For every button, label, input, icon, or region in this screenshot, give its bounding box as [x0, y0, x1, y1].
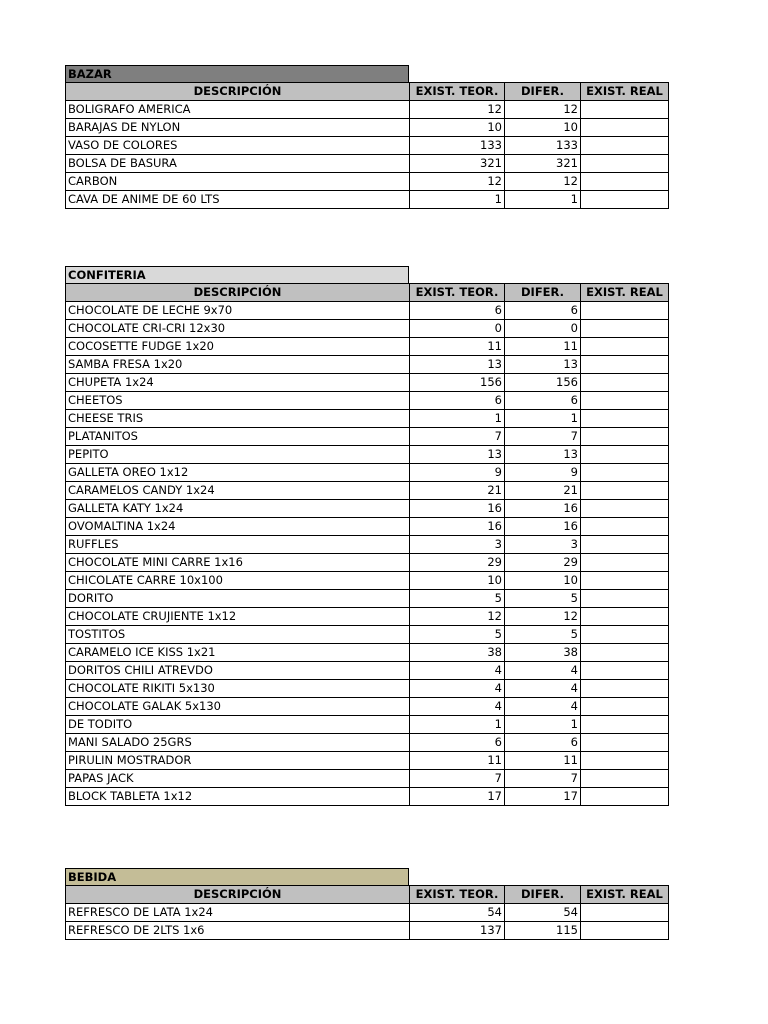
cell-exist-real: [581, 626, 669, 644]
cell-difer: 16: [505, 500, 581, 518]
table-row: [66, 734, 669, 752]
cell-exist-real: [581, 101, 669, 119]
inventory-table: [65, 283, 669, 806]
cell-difer: 133: [505, 137, 581, 155]
cell-descripcion: GALLETA KATY 1x24: [66, 500, 410, 518]
table-row: [66, 374, 669, 392]
column-header-exist-real: EXIST. REAL: [581, 83, 669, 101]
cell-difer: 9: [505, 464, 581, 482]
table-body: [66, 886, 669, 940]
table-row: [66, 482, 669, 500]
section-confiteria: [65, 266, 669, 806]
cell-exist-teor: 6: [410, 302, 505, 320]
cell-descripcion: COCOSETTE FUDGE 1x20: [66, 338, 410, 356]
table-row: [66, 446, 669, 464]
cell-descripcion: BOLSA DE BASURA: [66, 155, 410, 173]
cell-exist-teor: 1: [410, 410, 505, 428]
table-row: [66, 788, 669, 806]
cell-descripcion: SAMBA FRESA 1x20: [66, 356, 410, 374]
cell-exist-teor: 4: [410, 680, 505, 698]
section-title: CONFITERIA: [65, 266, 409, 283]
inventory-table: [65, 82, 669, 209]
table-row: [66, 752, 669, 770]
column-header-exist-teor: EXIST. TEOR.: [410, 886, 505, 904]
cell-exist-real: [581, 119, 669, 137]
table-row: [66, 922, 669, 940]
cell-exist-real: [581, 392, 669, 410]
cell-descripcion: DE TODITO: [66, 716, 410, 734]
cell-difer: 156: [505, 374, 581, 392]
cell-difer: 7: [505, 428, 581, 446]
cell-descripcion: BOLIGRAFO AMERICA: [66, 101, 410, 119]
table-row: [66, 608, 669, 626]
cell-descripcion: MANI SALADO 25GRS: [66, 734, 410, 752]
cell-exist-real: [581, 734, 669, 752]
cell-exist-teor: 1: [410, 191, 505, 209]
inventory-table: [65, 885, 669, 940]
table-header-row: [66, 83, 669, 101]
cell-difer: 17: [505, 788, 581, 806]
cell-difer: 1: [505, 191, 581, 209]
cell-difer: 38: [505, 644, 581, 662]
cell-exist-real: [581, 680, 669, 698]
cell-exist-teor: 12: [410, 608, 505, 626]
table-row: [66, 392, 669, 410]
cell-descripcion: CHOCOLATE RIKITI 5x130: [66, 680, 410, 698]
cell-exist-real: [581, 446, 669, 464]
cell-descripcion: RUFFLES: [66, 536, 410, 554]
cell-exist-real: [581, 302, 669, 320]
cell-exist-teor: 11: [410, 752, 505, 770]
cell-descripcion: REFRESCO DE LATA 1x24: [66, 904, 410, 922]
cell-descripcion: BARAJAS DE NYLON: [66, 119, 410, 137]
table-row: [66, 698, 669, 716]
cell-descripcion: BLOCK TABLETA 1x12: [66, 788, 410, 806]
cell-descripcion: DORITOS CHILI ATREVDO: [66, 662, 410, 680]
table-row: [66, 302, 669, 320]
table-row: [66, 155, 669, 173]
table-row: [66, 644, 669, 662]
cell-exist-real: [581, 338, 669, 356]
column-header-descripcion: DESCRIPCIÓN: [66, 83, 410, 101]
cell-difer: 6: [505, 734, 581, 752]
cell-descripcion: CHOCOLATE CRI-CRI 12x30: [66, 320, 410, 338]
column-header-exist-teor: EXIST. TEOR.: [410, 284, 505, 302]
cell-exist-teor: 133: [410, 137, 505, 155]
table-row: [66, 464, 669, 482]
cell-exist-real: [581, 608, 669, 626]
table-row: [66, 191, 669, 209]
table-row: [66, 356, 669, 374]
table-row: [66, 536, 669, 554]
cell-exist-real: [581, 356, 669, 374]
cell-exist-teor: 11: [410, 338, 505, 356]
table-body: [66, 284, 669, 806]
cell-exist-real: [581, 752, 669, 770]
cell-exist-real: [581, 788, 669, 806]
cell-exist-teor: 29: [410, 554, 505, 572]
cell-exist-teor: 0: [410, 320, 505, 338]
cell-difer: 13: [505, 356, 581, 374]
cell-difer: 11: [505, 752, 581, 770]
table-row: [66, 680, 669, 698]
table-row: [66, 320, 669, 338]
table-row: [66, 410, 669, 428]
table-row: [66, 137, 669, 155]
cell-difer: 12: [505, 101, 581, 119]
cell-difer: 7: [505, 770, 581, 788]
cell-descripcion: CHOCOLATE DE LECHE 9x70: [66, 302, 410, 320]
table-row: [66, 500, 669, 518]
cell-exist-teor: 321: [410, 155, 505, 173]
cell-difer: 6: [505, 302, 581, 320]
table-header-row: [66, 886, 669, 904]
cell-descripcion: CHOCOLATE MINI CARRE 1x16: [66, 554, 410, 572]
table-row: [66, 716, 669, 734]
cell-exist-teor: 5: [410, 626, 505, 644]
table-row: [66, 572, 669, 590]
cell-difer: 321: [505, 155, 581, 173]
cell-difer: 4: [505, 698, 581, 716]
cell-difer: 29: [505, 554, 581, 572]
cell-difer: 12: [505, 608, 581, 626]
cell-exist-teor: 7: [410, 428, 505, 446]
cell-exist-real: [581, 590, 669, 608]
cell-exist-teor: 6: [410, 734, 505, 752]
cell-exist-real: [581, 137, 669, 155]
column-header-exist-teor: EXIST. TEOR.: [410, 83, 505, 101]
table-row: [66, 626, 669, 644]
cell-exist-real: [581, 374, 669, 392]
table-row: [66, 590, 669, 608]
cell-exist-real: [581, 464, 669, 482]
cell-exist-real: [581, 428, 669, 446]
cell-exist-real: [581, 922, 669, 940]
cell-exist-teor: 16: [410, 500, 505, 518]
cell-difer: 10: [505, 119, 581, 137]
cell-exist-real: [581, 554, 669, 572]
cell-difer: 1: [505, 410, 581, 428]
cell-exist-teor: 1: [410, 716, 505, 734]
cell-descripcion: CARBON: [66, 173, 410, 191]
cell-exist-teor: 12: [410, 173, 505, 191]
cell-difer: 4: [505, 662, 581, 680]
cell-exist-teor: 3: [410, 536, 505, 554]
cell-difer: 5: [505, 626, 581, 644]
cell-difer: 13: [505, 446, 581, 464]
column-header-descripcion: DESCRIPCIÓN: [66, 886, 410, 904]
cell-exist-teor: 137: [410, 922, 505, 940]
table-row: [66, 338, 669, 356]
column-header-descripcion: DESCRIPCIÓN: [66, 284, 410, 302]
cell-difer: 6: [505, 392, 581, 410]
table-row: [66, 554, 669, 572]
cell-exist-real: [581, 173, 669, 191]
cell-descripcion: OVOMALTINA 1x24: [66, 518, 410, 536]
table-row: [66, 770, 669, 788]
cell-difer: 115: [505, 922, 581, 940]
section-title: BAZAR: [65, 65, 409, 82]
cell-exist-teor: 16: [410, 518, 505, 536]
section-title: BEBIDA: [65, 868, 409, 885]
cell-descripcion: CHUPETA 1x24: [66, 374, 410, 392]
cell-exist-teor: 13: [410, 356, 505, 374]
cell-difer: 16: [505, 518, 581, 536]
cell-exist-real: [581, 482, 669, 500]
table-row: [66, 119, 669, 137]
cell-exist-real: [581, 572, 669, 590]
cell-exist-teor: 38: [410, 644, 505, 662]
cell-exist-teor: 10: [410, 119, 505, 137]
column-header-exist-real: EXIST. REAL: [581, 886, 669, 904]
cell-exist-teor: 12: [410, 101, 505, 119]
cell-exist-real: [581, 904, 669, 922]
section-bazar: [65, 65, 669, 209]
cell-difer: 11: [505, 338, 581, 356]
cell-difer: 0: [505, 320, 581, 338]
cell-descripcion: PIRULIN MOSTRADOR: [66, 752, 410, 770]
cell-difer: 1: [505, 716, 581, 734]
cell-exist-real: [581, 518, 669, 536]
cell-exist-real: [581, 662, 669, 680]
table-row: [66, 662, 669, 680]
table-row: [66, 101, 669, 119]
cell-descripcion: CHEESE TRIS: [66, 410, 410, 428]
cell-exist-teor: 21: [410, 482, 505, 500]
cell-descripcion: CHOCOLATE GALAK 5x130: [66, 698, 410, 716]
cell-descripcion: GALLETA OREO 1x12: [66, 464, 410, 482]
cell-exist-teor: 54: [410, 904, 505, 922]
cell-descripcion: CARAMELOS CANDY 1x24: [66, 482, 410, 500]
cell-exist-teor: 10: [410, 572, 505, 590]
table-row: [66, 518, 669, 536]
cell-difer: 12: [505, 173, 581, 191]
cell-descripcion: PLATANITOS: [66, 428, 410, 446]
cell-difer: 4: [505, 680, 581, 698]
cell-descripcion: CAVA DE ANIME DE 60 LTS: [66, 191, 410, 209]
cell-exist-teor: 4: [410, 662, 505, 680]
cell-exist-teor: 6: [410, 392, 505, 410]
cell-descripcion: PEPITO: [66, 446, 410, 464]
column-header-difer: DIFER.: [505, 83, 581, 101]
table-row: [66, 428, 669, 446]
table-header-row: [66, 284, 669, 302]
cell-descripcion: CARAMELO ICE KISS 1x21: [66, 644, 410, 662]
cell-exist-teor: 4: [410, 698, 505, 716]
cell-exist-teor: 156: [410, 374, 505, 392]
cell-descripcion: TOSTITOS: [66, 626, 410, 644]
cell-exist-real: [581, 698, 669, 716]
column-header-difer: DIFER.: [505, 284, 581, 302]
cell-exist-real: [581, 536, 669, 554]
cell-exist-teor: 7: [410, 770, 505, 788]
column-header-difer: DIFER.: [505, 886, 581, 904]
cell-exist-teor: 5: [410, 590, 505, 608]
cell-exist-teor: 17: [410, 788, 505, 806]
cell-descripcion: PAPAS JACK: [66, 770, 410, 788]
cell-descripcion: CHICOLATE CARRE 10x100: [66, 572, 410, 590]
cell-exist-real: [581, 716, 669, 734]
cell-exist-real: [581, 155, 669, 173]
cell-exist-real: [581, 770, 669, 788]
cell-descripcion: CHOCOLATE CRUJIENTE 1x12: [66, 608, 410, 626]
cell-exist-real: [581, 644, 669, 662]
cell-difer: 10: [505, 572, 581, 590]
section-bebida: [65, 868, 669, 940]
cell-exist-real: [581, 500, 669, 518]
cell-descripcion: VASO DE COLORES: [66, 137, 410, 155]
cell-descripcion: REFRESCO DE 2LTS 1x6: [66, 922, 410, 940]
cell-difer: 21: [505, 482, 581, 500]
cell-descripcion: DORITO: [66, 590, 410, 608]
cell-exist-real: [581, 410, 669, 428]
cell-exist-real: [581, 320, 669, 338]
table-row: [66, 173, 669, 191]
cell-difer: 54: [505, 904, 581, 922]
cell-exist-teor: 13: [410, 446, 505, 464]
table-body: [66, 83, 669, 209]
cell-exist-teor: 9: [410, 464, 505, 482]
cell-descripcion: CHEETOS: [66, 392, 410, 410]
table-row: [66, 904, 669, 922]
column-header-exist-real: EXIST. REAL: [581, 284, 669, 302]
cell-difer: 3: [505, 536, 581, 554]
cell-difer: 5: [505, 590, 581, 608]
cell-exist-real: [581, 191, 669, 209]
